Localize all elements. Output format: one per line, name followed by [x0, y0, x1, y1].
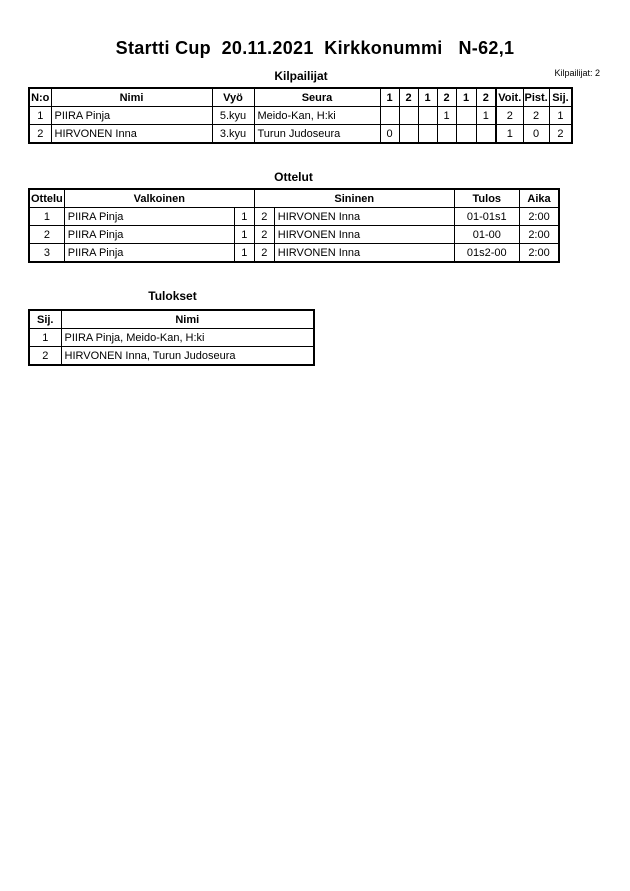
cell-nro: 1	[29, 107, 51, 125]
cell-voit: 2	[496, 107, 523, 125]
col-header-round1a: 1	[380, 88, 399, 107]
section-title-ottelut: Ottelut	[274, 170, 313, 184]
cell-nimi: PIIRA Pinja	[51, 107, 212, 125]
section-title-tulokset: Tulokset	[148, 289, 197, 303]
col-header-round2b: 2	[437, 88, 456, 107]
cell-score-4	[437, 125, 456, 144]
cell-score-1: 0	[380, 125, 399, 144]
cell-score-5	[456, 125, 476, 144]
table-row	[29, 347, 314, 366]
col-header-vyo: Vyö	[212, 88, 254, 107]
col-header-sininen: Sininen	[254, 189, 454, 208]
page-title: Startti Cup 20.11.2021 Kirkkonummi N-62,1	[115, 38, 515, 58]
col-header-aika: Aika	[519, 189, 559, 208]
cell-time: 2:00	[519, 208, 559, 226]
col-header-pist: Pist.	[523, 88, 549, 107]
cell-score-3	[418, 107, 437, 125]
kilpailijat-table	[28, 87, 573, 144]
cell-nimi: HIRVONEN Inna	[51, 125, 212, 144]
col-header-round2a: 1	[418, 88, 437, 107]
ottelut-table	[28, 188, 560, 263]
section-ottelut	[28, 170, 630, 263]
col-header-round1b: 2	[399, 88, 418, 107]
cell-white-name: PIIRA Pinja	[64, 244, 234, 263]
cell-white-name: PIIRA Pinja	[64, 208, 234, 226]
cell-pist: 2	[523, 107, 549, 125]
cell-result: 01s2-00	[454, 244, 519, 263]
cell-score-2	[399, 107, 418, 125]
col-header-sij: Sij.	[549, 88, 572, 107]
table-header-row	[29, 310, 314, 329]
col-header-nro: N:o	[29, 88, 51, 107]
cell-white-number: 1	[234, 226, 254, 244]
cell-pist: 0	[523, 125, 549, 144]
col-header-voit: Voit.	[496, 88, 523, 107]
cell-blue-number: 2	[254, 226, 274, 244]
cell-blue-name: HIRVONEN Inna	[274, 226, 454, 244]
cell-vyo: 5.kyu	[212, 107, 254, 125]
cell-score-1	[380, 107, 399, 125]
table-row	[29, 329, 314, 347]
table-row	[29, 226, 559, 244]
cell-time: 2:00	[519, 226, 559, 244]
col-header-round3b: 2	[476, 88, 496, 107]
table-row	[29, 125, 572, 144]
cell-score-5	[456, 107, 476, 125]
cell-score-2	[399, 125, 418, 144]
table-header-row	[29, 189, 559, 208]
cell-white-name: PIIRA Pinja	[64, 226, 234, 244]
col-header-nimi: Nimi	[51, 88, 212, 107]
col-header-sij: Sij.	[29, 310, 61, 329]
cell-blue-number: 2	[254, 208, 274, 226]
cell-white-number: 1	[234, 244, 254, 263]
cell-blue-name: HIRVONEN Inna	[274, 244, 454, 263]
cell-white-number: 1	[234, 208, 254, 226]
section-kilpailijat	[28, 69, 630, 144]
cell-sij: 1	[549, 107, 572, 125]
col-header-nimi: Nimi	[61, 310, 314, 329]
cell-result: 01-00	[454, 226, 519, 244]
table-row	[29, 208, 559, 226]
cell-score-6: 1	[476, 107, 496, 125]
cell-match-number: 3	[29, 244, 64, 263]
cell-nro: 2	[29, 125, 51, 144]
table-row	[29, 107, 572, 125]
competitors-count-label: Kilpailijat: 2	[554, 68, 600, 78]
col-header-valkoinen: Valkoinen	[64, 189, 254, 208]
table-header-row	[29, 88, 572, 107]
cell-seura: Meido-Kan, H:ki	[254, 107, 380, 125]
cell-score-4: 1	[437, 107, 456, 125]
cell-blue-number: 2	[254, 244, 274, 263]
cell-vyo: 3.kyu	[212, 125, 254, 144]
tulokset-table	[28, 309, 315, 366]
cell-voit: 1	[496, 125, 523, 144]
col-header-tulos: Tulos	[454, 189, 519, 208]
cell-seura: Turun Judoseura	[254, 125, 380, 144]
cell-name-club: HIRVONEN Inna, Turun Judoseura	[61, 347, 314, 366]
cell-match-number: 2	[29, 226, 64, 244]
cell-score-6	[476, 125, 496, 144]
cell-placement: 2	[29, 347, 61, 366]
section-title-kilpailijat: Kilpailijat	[274, 69, 328, 83]
section-tulokset	[28, 289, 630, 366]
cell-sij: 2	[549, 125, 572, 144]
col-header-seura: Seura	[254, 88, 380, 107]
cell-match-number: 1	[29, 208, 64, 226]
cell-time: 2:00	[519, 244, 559, 263]
cell-placement: 1	[29, 329, 61, 347]
cell-blue-name: HIRVONEN Inna	[274, 208, 454, 226]
col-header-round3a: 1	[456, 88, 476, 107]
cell-result: 01-01s1	[454, 208, 519, 226]
cell-score-3	[418, 125, 437, 144]
table-row	[29, 244, 559, 263]
col-header-ottelu: Ottelu	[29, 189, 64, 208]
cell-name-club: PIIRA Pinja, Meido-Kan, H:ki	[61, 329, 314, 347]
